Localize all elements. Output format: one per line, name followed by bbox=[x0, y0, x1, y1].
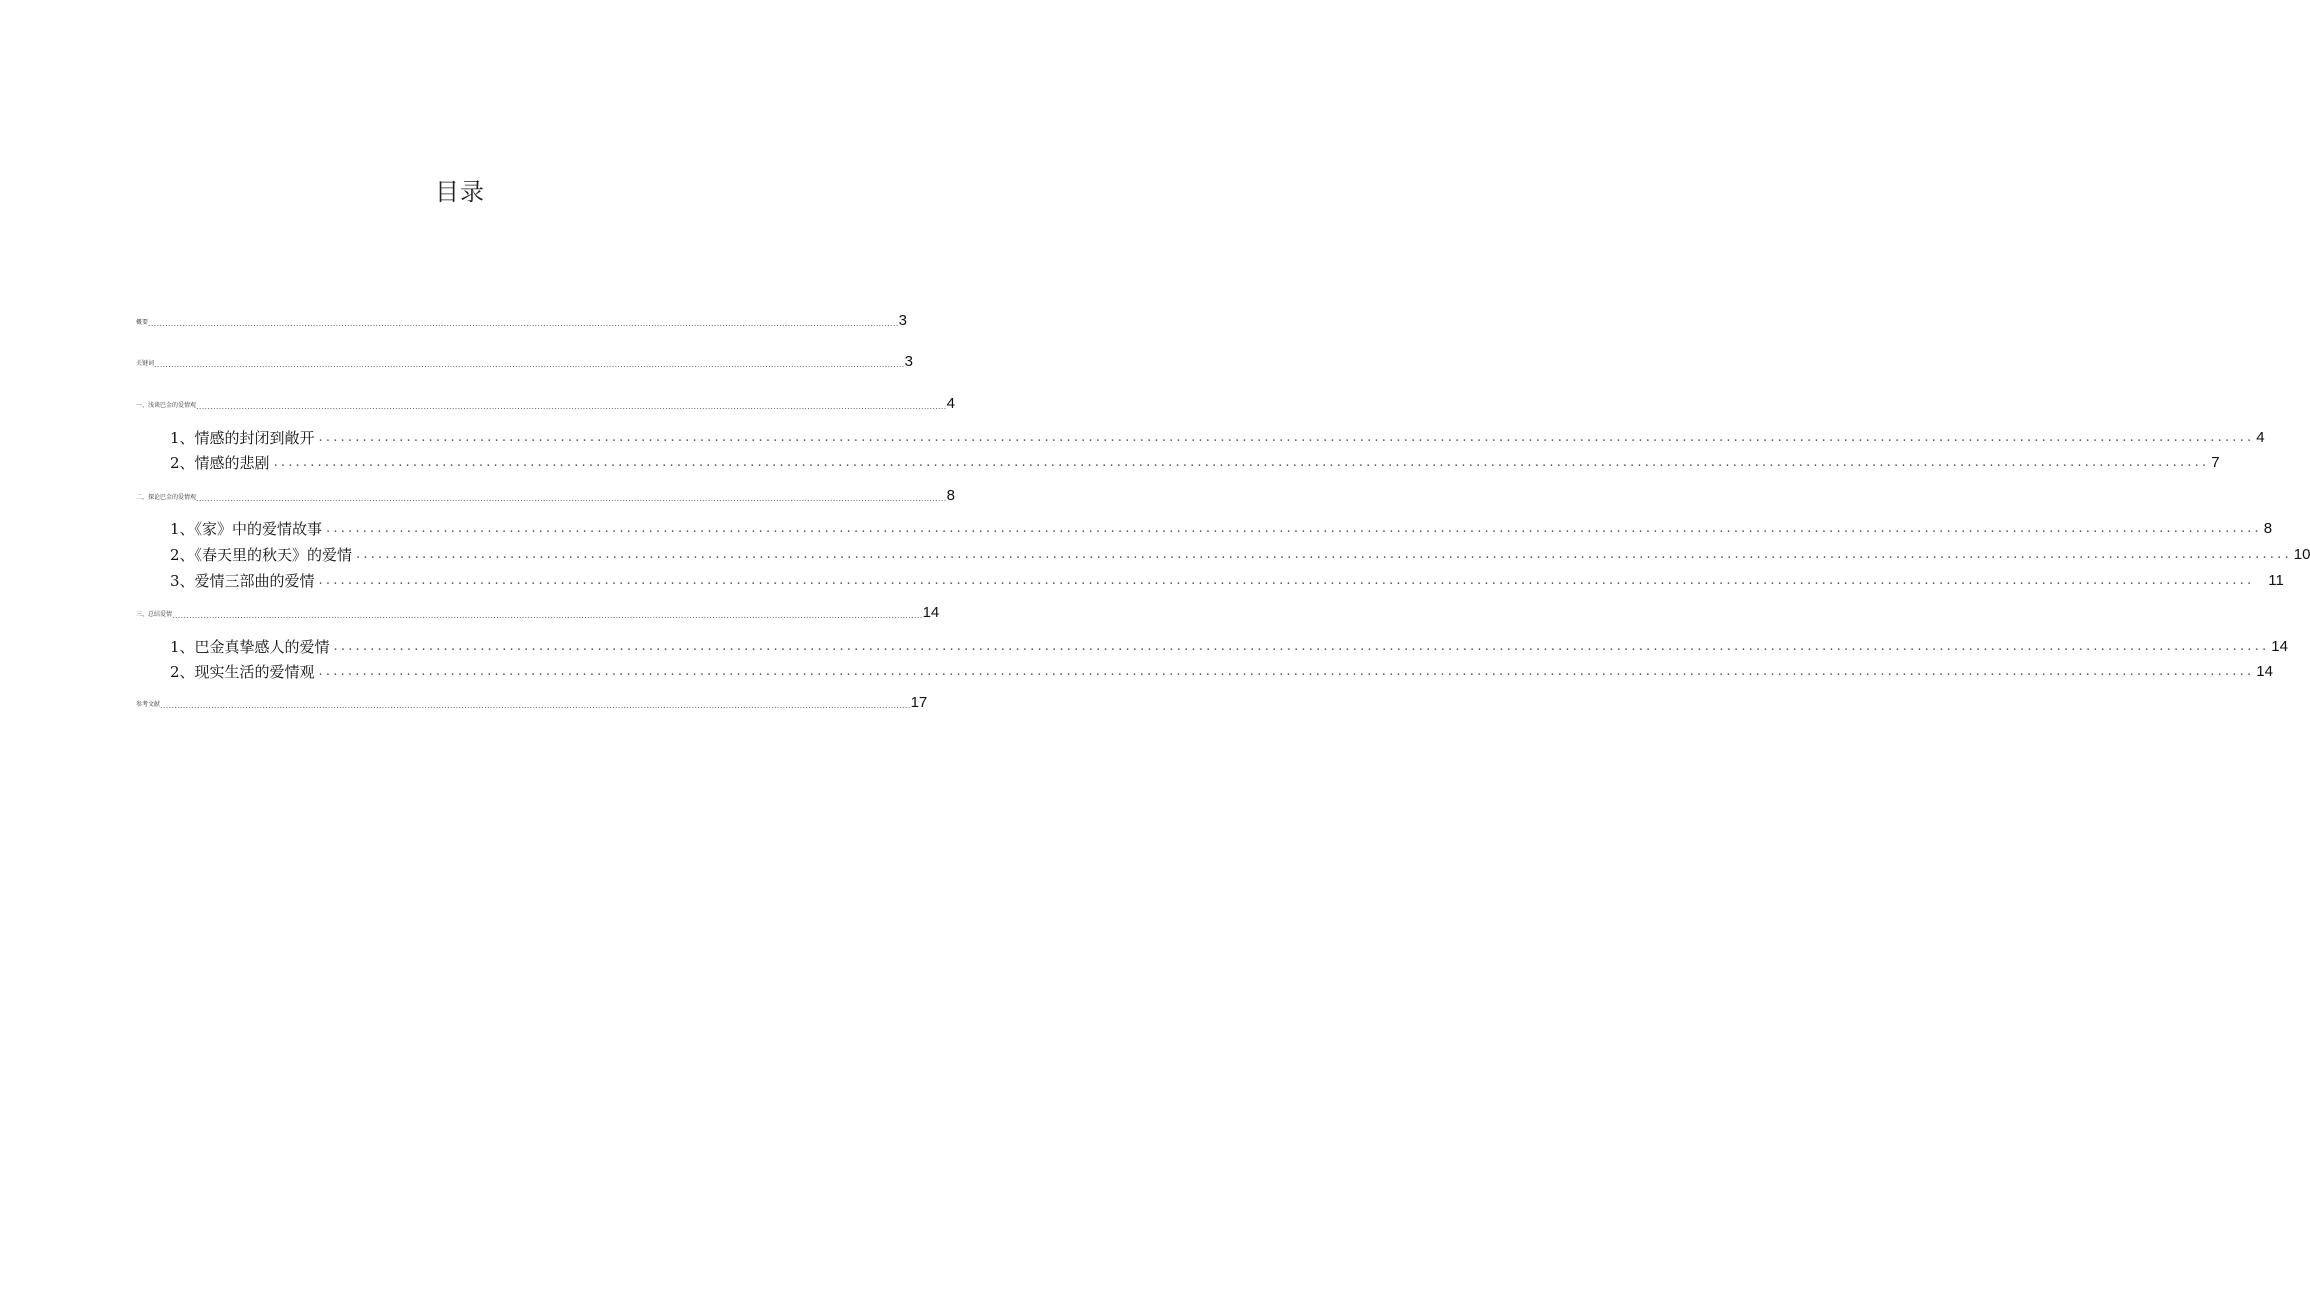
toc-entry-2-3[interactable] bbox=[170, 572, 2284, 590]
toc-leader-dots: ........................................................................................................................................................................................................................................................................ bbox=[196, 402, 947, 411]
toc-leader-dots: ........................................................................................................................................................................................................................................................................ bbox=[273, 455, 2210, 470]
toc-page-number: 14 bbox=[2271, 638, 2288, 655]
toc-leader-dots: ........................................................................................................................................................................................................................................................................ bbox=[318, 573, 2255, 588]
toc-page-number: 7 bbox=[2211, 454, 2220, 471]
toc-entry-keywords[interactable] bbox=[136, 353, 913, 370]
toc-entry-chapter-3[interactable] bbox=[136, 604, 940, 621]
toc-page-number: 3 bbox=[898, 312, 907, 329]
toc-page-number: 14 bbox=[2256, 663, 2273, 680]
toc-entry-3-1[interactable] bbox=[170, 638, 2288, 656]
toc-entry-label: 1、情感的封闭到敞开 bbox=[170, 429, 315, 447]
toc-entry-chapter-1[interactable] bbox=[136, 395, 955, 412]
toc-leader-dots: ........................................................................................................................................................................................................................................................................ bbox=[154, 360, 905, 369]
toc-entry-chapter-2[interactable] bbox=[136, 487, 955, 504]
toc-page-number: 10 bbox=[2293, 546, 2310, 563]
toc-entry-prefix: 一、 bbox=[136, 402, 149, 409]
toc-entry-1-2[interactable] bbox=[170, 454, 2220, 472]
toc-leader-dots: ........................................................................................................................................................................................................................................................................ bbox=[160, 701, 911, 710]
toc-entry-references[interactable] bbox=[136, 694, 928, 711]
toc-entry-label: 关键词 bbox=[136, 360, 155, 367]
toc-leader-dots: ........................................................................................................................................................................................................................................................................ bbox=[318, 430, 2255, 445]
toc-entry-label: 2、现实生活的爱情观 bbox=[170, 663, 315, 681]
toc-page-number: 14 bbox=[922, 604, 940, 621]
toc-page-number: 8 bbox=[946, 487, 955, 504]
toc-entry-prefix: 2、 bbox=[170, 454, 195, 472]
toc-entry-label: 3、爱情三部曲的爱情 bbox=[170, 572, 315, 590]
toc-entry-label: 1、巴金真挚感人的爱情 bbox=[170, 638, 330, 656]
toc-entry-label: 1、《家》中的爱情故事 bbox=[170, 520, 323, 538]
toc-entry-2-2[interactable] bbox=[170, 546, 2310, 564]
toc-leader-dots: ........................................................................................................................................................................................................................................................................ bbox=[318, 664, 2255, 679]
toc-leader-dots: ........................................................................................................................................................................................................................................................................ bbox=[148, 319, 899, 328]
toc-entry-label: 参考文献 bbox=[136, 701, 161, 708]
toc-leader-dots: ........................................................................................................................................................................................................................................................................ bbox=[333, 639, 2270, 654]
toc-entry-1-1[interactable] bbox=[170, 429, 2265, 447]
page-title: 目录 bbox=[435, 178, 485, 206]
toc-page-number: 4 bbox=[2256, 429, 2265, 446]
toc-entry-label: 概要 bbox=[136, 319, 149, 326]
toc-leader-dots: ........................................................................................................................................................................................................................................................................ bbox=[196, 494, 947, 503]
toc-page-number: 3 bbox=[904, 353, 913, 370]
toc-entry-label: 三、总结爱情 bbox=[136, 611, 173, 618]
toc-entry-abstract[interactable] bbox=[136, 312, 907, 329]
toc-entry-label: 浅谈巴金的爱情观 bbox=[148, 402, 197, 409]
toc-leader-dots: ........................................................................................................................................................................................................................................................................ bbox=[172, 611, 923, 620]
toc-page-number: 17 bbox=[910, 694, 928, 711]
toc-entry-3-2[interactable] bbox=[170, 663, 2273, 681]
toc-entry-2-1[interactable] bbox=[170, 520, 2273, 538]
toc-entry-label: 二、探论巴金的爱情观 bbox=[136, 494, 197, 501]
toc-page-number: 4 bbox=[946, 395, 955, 412]
toc-entry-label: 情感的悲剧 bbox=[194, 454, 270, 472]
toc-page-number: 11 bbox=[2268, 572, 2284, 589]
toc-leader-dots: ........................................................................................................................................................................................................................................................................ bbox=[356, 547, 2292, 562]
toc-leader-dots: ........................................................................................................................................................................................................................................................................ bbox=[326, 521, 2262, 536]
toc-page-number: 8 bbox=[2263, 520, 2273, 537]
toc-entry-label: 2、《春天里的秋天》的爱情 bbox=[170, 546, 353, 564]
